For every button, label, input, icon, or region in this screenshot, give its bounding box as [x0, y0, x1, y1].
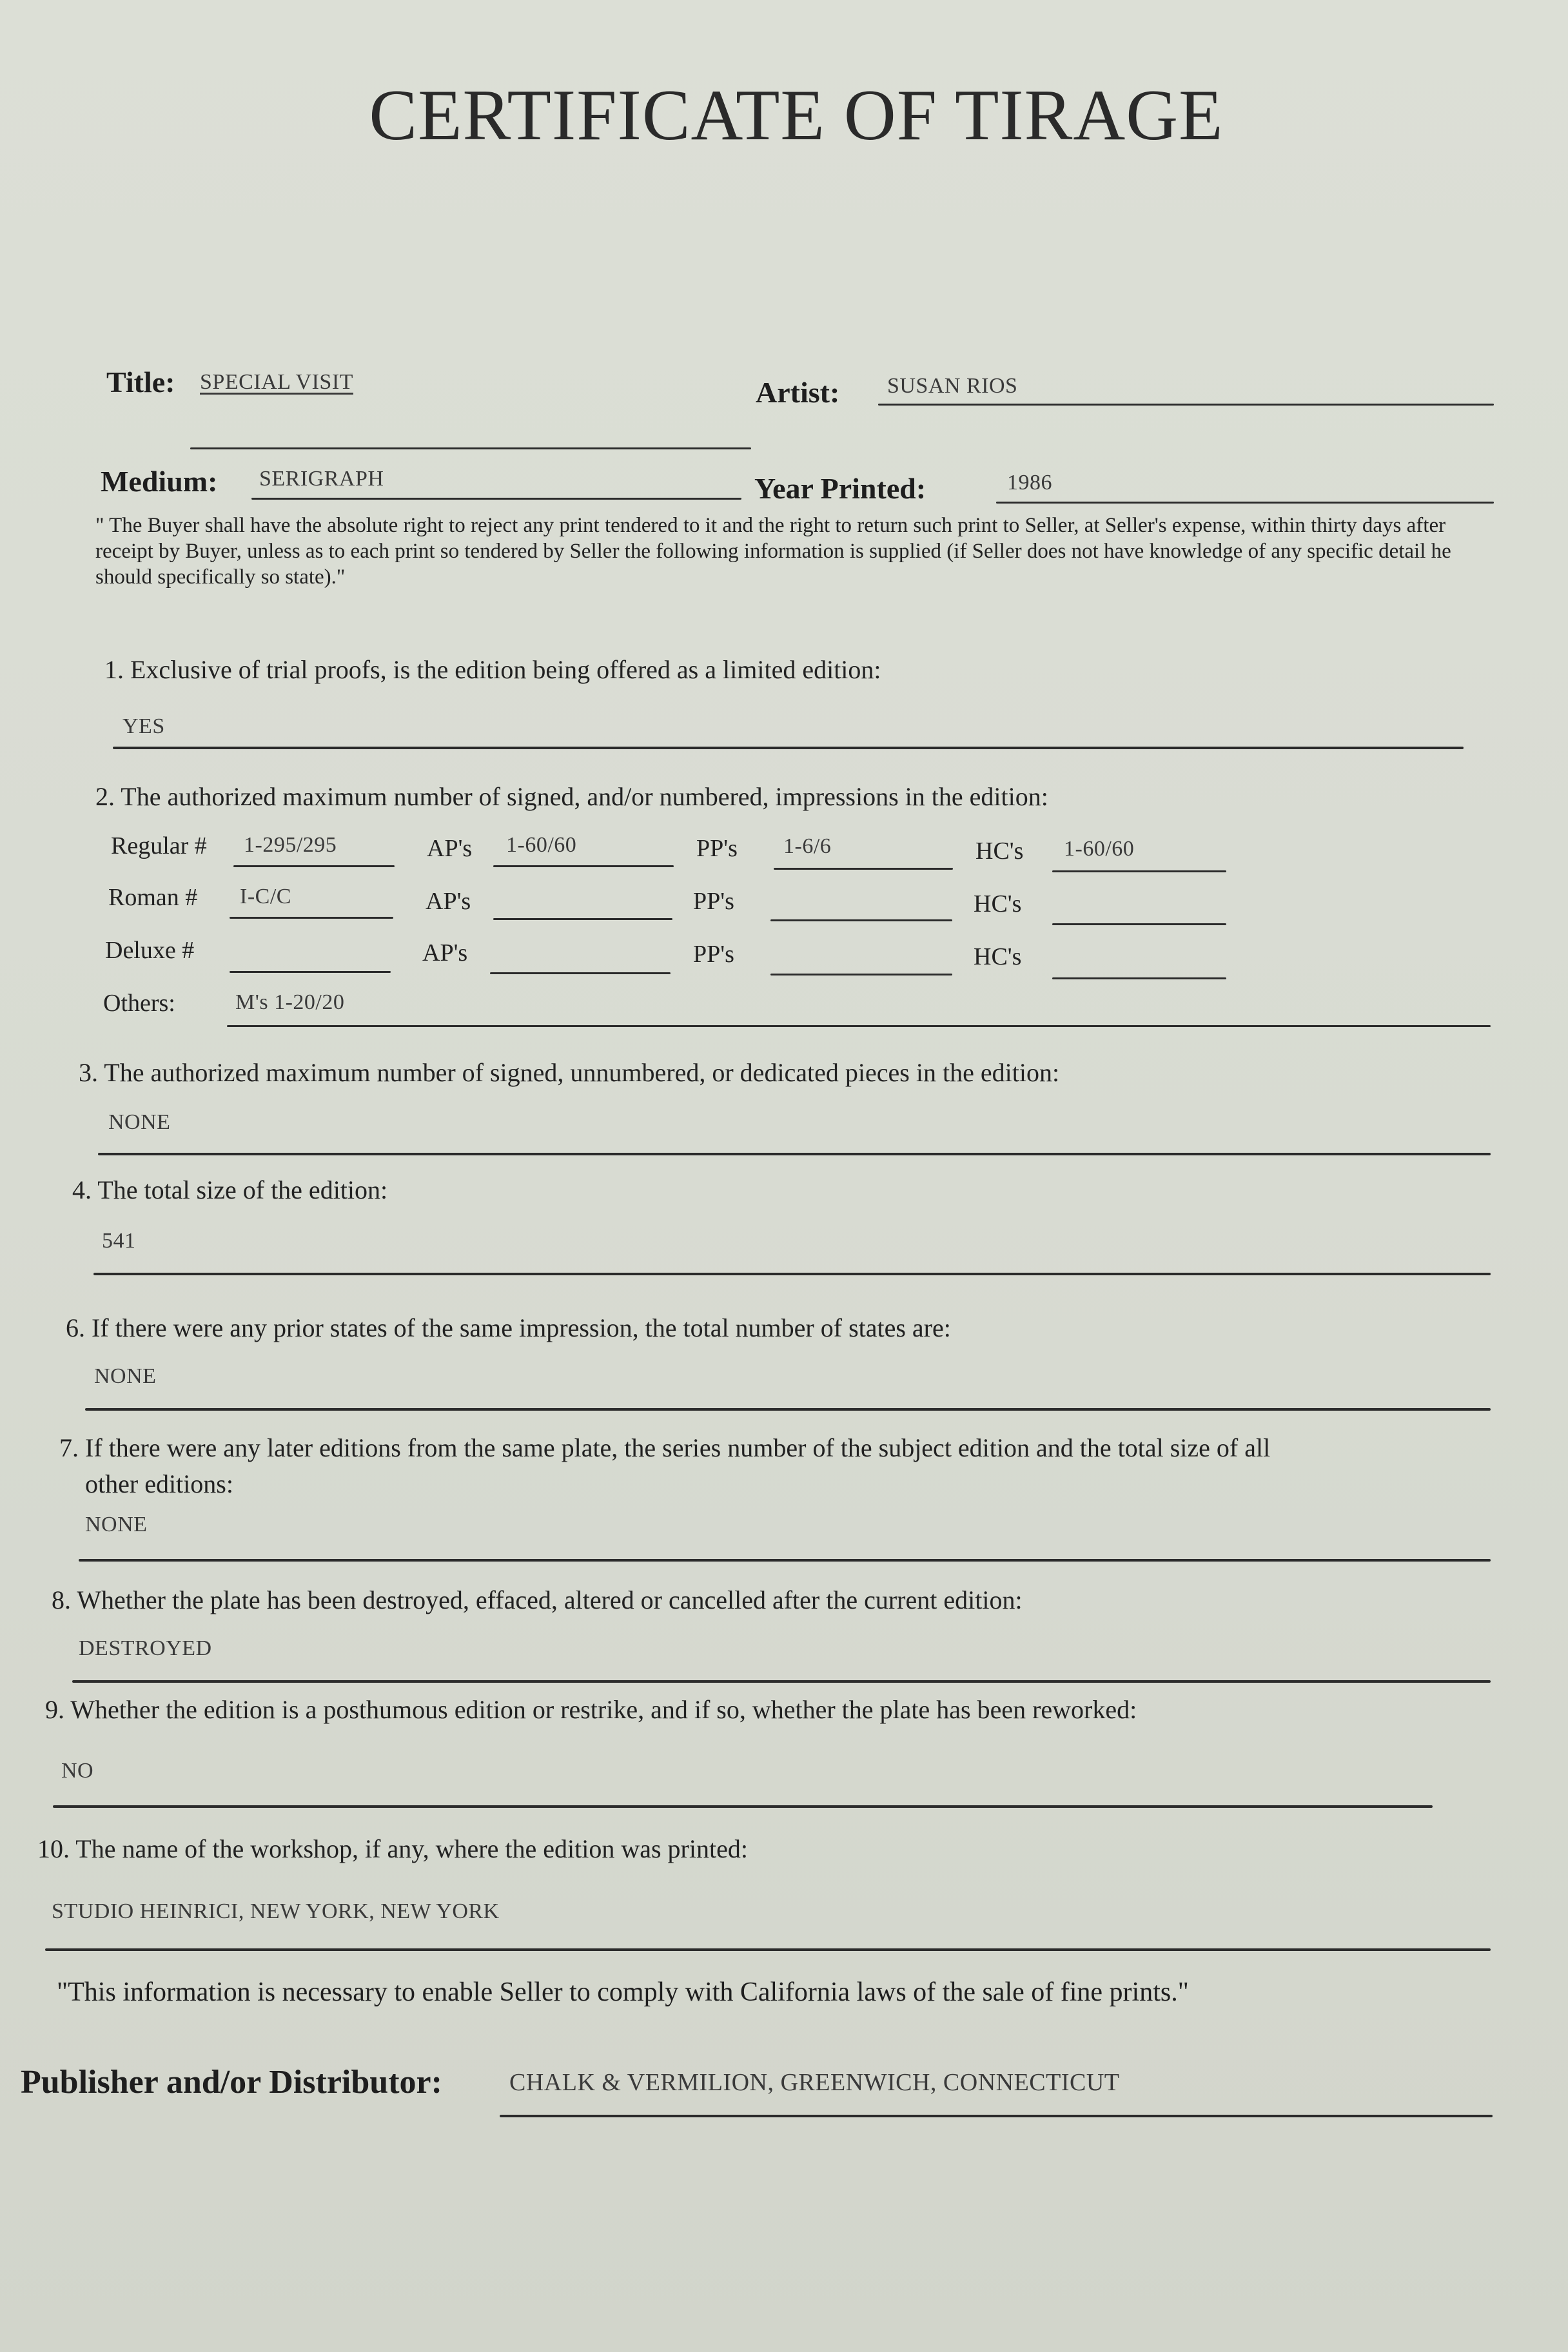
- document-title: CERTIFICATE OF TIRAGE: [369, 75, 1224, 155]
- answer-4-underline: [93, 1273, 1491, 1275]
- deluxe-pp-underline: [770, 974, 952, 975]
- roman-hc-label: HC's: [974, 890, 1022, 917]
- year-underline: [996, 502, 1494, 504]
- regular-pp-label: PP's: [696, 835, 738, 862]
- title-value: SPECIAL VISIT: [200, 370, 353, 394]
- medium-underline: [251, 498, 741, 500]
- buyer-notice: " The Buyer shall have the absolute right to reject any print tendered to it and the right to return such print to Seller, at Seller's expense, within thirty days after receipt by Buyer, unless as to each print so tendered by Seller the following information is supplied (if Seller does not have knowledge of any specific detail he should specifically so state).": [95, 514, 1451, 589]
- year-value: 1986: [1007, 471, 1052, 495]
- medium-value: SERIGRAPH: [259, 467, 384, 491]
- question-7-line-1: 7. If there were any later editions from the same plate, the series number of the subject edition and the total size of all: [59, 1433, 1271, 1462]
- regular-ap-underline: [493, 865, 674, 867]
- regular-underline: [233, 865, 395, 867]
- title-label: Title:: [106, 366, 175, 398]
- california-law-notice: "This information is necessary to enable Seller to comply with California laws of the sale of fine prints.": [57, 1977, 1189, 2007]
- question-2: 2. The authorized maximum number of signed, and/or numbered, impressions in the edition:: [95, 782, 1048, 811]
- answer-1: YES: [122, 714, 165, 738]
- medium-label: Medium:: [101, 465, 218, 498]
- question-4: 4. The total size of the edition:: [72, 1175, 388, 1204]
- others-value: M's 1-20/20: [235, 990, 345, 1014]
- answer-9-underline: [53, 1805, 1433, 1808]
- title-underline: [190, 447, 751, 449]
- regular-hc-label: HC's: [975, 838, 1024, 865]
- others-label: Others:: [103, 990, 175, 1017]
- answer-3: NONE: [108, 1110, 171, 1134]
- roman-ap-underline: [493, 918, 672, 920]
- roman-hc-underline: [1052, 923, 1226, 925]
- regular-pp-underline: [774, 868, 953, 870]
- regular-ap-value: 1-60/60: [506, 833, 577, 857]
- question-1: 1. Exclusive of trial proofs, is the edition being offered as a limited edition:: [104, 655, 881, 684]
- publisher-value: CHALK & VERMILION, GREENWICH, CONNECTICUT: [509, 2069, 1120, 2096]
- answer-7: NONE: [85, 1513, 148, 1536]
- roman-pp-label: PP's: [693, 888, 734, 915]
- answer-8: DESTROYED: [79, 1636, 212, 1660]
- deluxe-hc-label: HC's: [974, 943, 1022, 970]
- answer-4: 541: [102, 1229, 136, 1253]
- artist-value: SUSAN RIOS: [887, 374, 1018, 398]
- regular-hc-value: 1-60/60: [1064, 837, 1135, 861]
- answer-3-underline: [98, 1153, 1491, 1155]
- question-9: 9. Whether the edition is a posthumous edition or restrike, and if so, whether the plate has been reworked:: [45, 1695, 1137, 1724]
- deluxe-ap-label: AP's: [422, 939, 468, 966]
- regular-label: Regular #: [111, 832, 207, 859]
- deluxe-pp-label: PP's: [693, 941, 734, 968]
- question-7-line-2: other editions:: [85, 1469, 233, 1498]
- regular-pp-value: 1-6/6: [783, 834, 832, 858]
- roman-label: Roman #: [108, 884, 198, 911]
- answer-7-underline: [79, 1559, 1491, 1562]
- roman-pp-underline: [770, 919, 952, 921]
- publisher-underline: [500, 2115, 1493, 2117]
- artist-underline: [878, 404, 1494, 406]
- roman-value: I-C/C: [240, 885, 291, 908]
- answer-8-underline: [72, 1680, 1491, 1683]
- regular-hc-underline: [1052, 870, 1226, 872]
- roman-ap-label: AP's: [426, 888, 471, 915]
- publisher-label: Publisher and/or Distributor:: [21, 2064, 442, 2101]
- answer-9: NO: [61, 1759, 94, 1783]
- regular-value: 1-295/295: [244, 833, 337, 857]
- roman-underline: [230, 917, 393, 919]
- others-underline: [227, 1025, 1491, 1027]
- deluxe-ap-underline: [490, 972, 671, 974]
- answer-1-underline: [113, 747, 1464, 749]
- answer-10: STUDIO HEINRICI, NEW YORK, NEW YORK: [52, 1899, 500, 1923]
- deluxe-label: Deluxe #: [105, 937, 195, 964]
- regular-ap-label: AP's: [427, 835, 473, 862]
- answer-10-underline: [45, 1948, 1491, 1951]
- question-6: 6. If there were any prior states of the same impression, the total number of states are:: [66, 1313, 951, 1342]
- answer-6-underline: [85, 1408, 1491, 1411]
- deluxe-underline: [230, 971, 391, 973]
- year-label: Year Printed:: [754, 472, 926, 505]
- answer-6: NONE: [94, 1364, 157, 1388]
- artist-label: Artist:: [756, 376, 840, 409]
- question-8: 8. Whether the plate has been destroyed, effaced, altered or cancelled after the current edition:: [52, 1585, 1023, 1614]
- deluxe-hc-underline: [1052, 977, 1226, 979]
- question-3: 3. The authorized maximum number of signed, unnumbered, or dedicated pieces in the edition:: [79, 1058, 1060, 1087]
- question-10: 10. The name of the workshop, if any, where the edition was printed:: [37, 1834, 748, 1863]
